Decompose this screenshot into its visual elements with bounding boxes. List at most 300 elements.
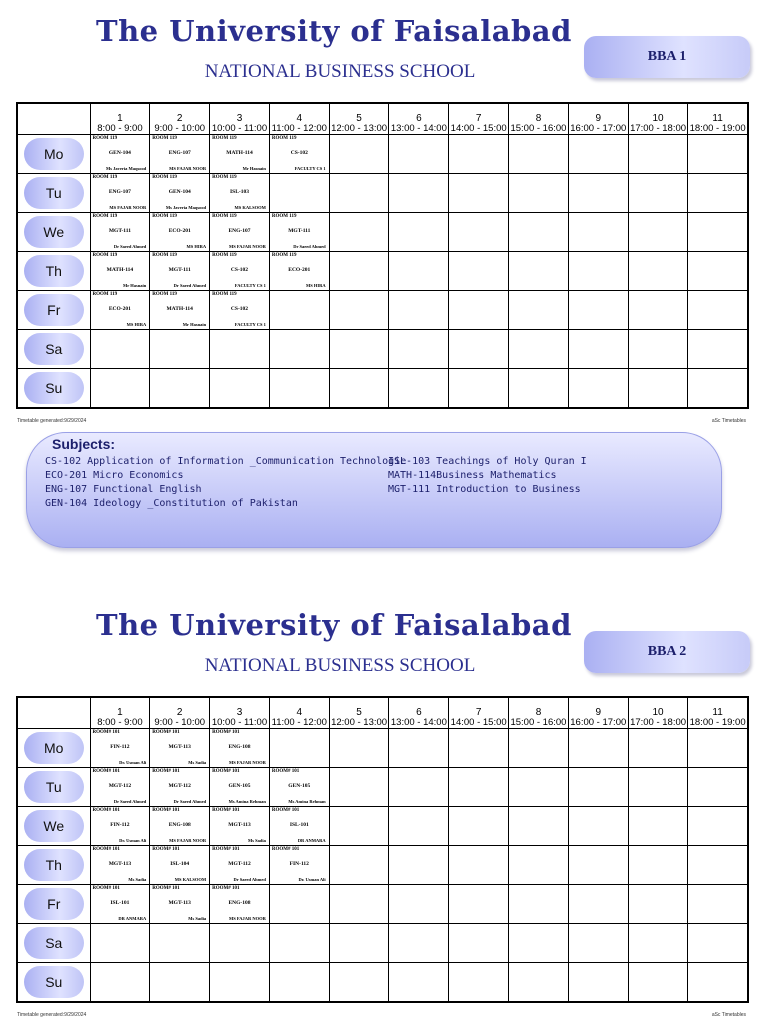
timetable-cell <box>150 768 210 807</box>
timetable-cell <box>90 213 150 252</box>
room-label: ROOM# 101 <box>271 769 300 774</box>
timetable-cell <box>688 213 748 252</box>
period-time: 8:00 - 9:00 <box>97 123 143 134</box>
teacher-name: Dr Saeed Ahmed <box>233 877 266 882</box>
timetable-cell <box>449 135 509 174</box>
timetable-cell <box>628 729 688 768</box>
teacher-name: Ms Sadia <box>248 838 266 843</box>
subject-code: MGT-113 <box>168 744 191 750</box>
period-number: 2 <box>176 707 183 718</box>
subject-code: ECO-201 <box>108 306 131 312</box>
day-cell <box>17 885 90 924</box>
day-row <box>17 213 748 252</box>
period-number: 5 <box>356 113 362 124</box>
timetable-cell <box>389 213 449 252</box>
day-row <box>17 135 748 174</box>
timetable-cell <box>688 768 748 807</box>
teacher-name: Ms Amina Rehman <box>228 799 266 804</box>
timetable-bba1 <box>16 102 749 409</box>
timetable-cell <box>150 807 210 846</box>
teacher-name: Dr Saeed Ahmed <box>173 283 207 288</box>
timetable-cell <box>449 729 509 768</box>
timetable-cell <box>509 174 569 213</box>
timetable-cell <box>509 729 569 768</box>
period-number: 4 <box>296 707 303 718</box>
room-label: ROOM 119 <box>212 214 237 219</box>
room-label: ROOM# 101 <box>212 847 240 852</box>
timetable-cell <box>509 807 569 846</box>
timetable-cell <box>269 846 329 885</box>
timetable-cell <box>628 768 688 807</box>
period-number: 10 <box>652 707 664 718</box>
room-label: ROOM# 101 <box>92 769 120 774</box>
period-time: 11:00 - 12:00 <box>271 717 327 728</box>
subject-code: ISL-104 <box>170 861 190 867</box>
timetable-cell <box>688 963 748 1003</box>
period-header <box>329 697 389 729</box>
day-cell <box>17 291 90 330</box>
timetable-cell <box>628 213 688 252</box>
period-time: 12:00 - 13:00 <box>331 123 388 134</box>
subject-code: MGT-113 <box>108 861 132 867</box>
timetable-cell <box>389 963 449 1003</box>
day-row <box>17 369 748 409</box>
day-cell <box>17 135 90 174</box>
period-time: 15:00 - 16:00 <box>510 123 567 134</box>
subject-code: MATH-114 <box>166 306 193 312</box>
room-label: ROOM 119 <box>152 253 177 258</box>
period-time: 14:00 - 15:00 <box>450 123 507 134</box>
timetable-cell <box>509 885 569 924</box>
period-time: 15:00 - 16:00 <box>510 717 567 728</box>
room-label: ROOM 119 <box>212 253 237 258</box>
subject-code: CS-102 <box>230 267 249 273</box>
subject-code: MGT-112 <box>228 861 251 867</box>
period-number: 8 <box>535 707 542 718</box>
corner-cell <box>17 103 90 135</box>
room-label: ROOM 119 <box>92 253 118 258</box>
timetable-cell <box>329 963 389 1003</box>
timetable-cell <box>449 885 509 924</box>
timetable-cell <box>329 846 389 885</box>
timetable-cell <box>568 174 628 213</box>
room-label: ROOM 119 <box>92 175 118 180</box>
subject-code: GEN-104 <box>168 189 191 195</box>
timetable-cell <box>628 924 688 963</box>
timetable-cell <box>269 924 329 963</box>
subject-item: CS-102 Application of Information _Communication Technologie <box>45 456 407 467</box>
class-label-2: BBA 2 <box>647 644 687 659</box>
footer-asc-2: aSc Timetables <box>711 1012 746 1018</box>
subject-code: ENG-107 <box>168 150 191 156</box>
timetable-cell <box>329 729 389 768</box>
timetable-cell <box>688 252 748 291</box>
period-header <box>509 697 569 729</box>
room-label: ROOM# 101 <box>92 730 120 735</box>
teacher-name: MS HIRA <box>126 322 147 327</box>
day-cell <box>17 963 90 1003</box>
timetable-cell <box>449 807 509 846</box>
teacher-name: MS FAJAR NOOR <box>169 838 207 843</box>
subject-code: MGT-111 <box>288 228 311 234</box>
period-time: 18:00 - 19:00 <box>689 717 746 728</box>
subject-item: MGT-111 Introduction to Business <box>388 484 581 495</box>
period-number: 5 <box>356 707 362 718</box>
room-label: ROOM# 101 <box>152 886 180 891</box>
timetable-cell <box>509 330 569 369</box>
period-time: 16:00 - 17:00 <box>570 717 627 728</box>
day-label: Th <box>24 849 84 881</box>
day-label: We <box>24 216 84 248</box>
period-header <box>449 697 509 729</box>
timetable-cell <box>210 846 270 885</box>
day-cell <box>17 768 90 807</box>
timetable-cell <box>688 174 748 213</box>
timetable-cell <box>90 252 150 291</box>
subject-item: ISL-103 Teachings of Holy Quran I <box>388 456 587 467</box>
timetable-cell <box>150 174 210 213</box>
timetable-cell <box>688 807 748 846</box>
period-header <box>269 697 329 729</box>
day-cell <box>17 729 90 768</box>
timetable-cell <box>210 174 270 213</box>
timetable-cell <box>269 330 329 369</box>
room-label: ROOM# 101 <box>212 808 240 813</box>
subject-code: ENG-107 <box>228 228 251 234</box>
timetable-cell <box>628 135 688 174</box>
timetable-cell <box>449 846 509 885</box>
teacher-name: MS FAJAR NOOR <box>228 916 266 921</box>
timetable-cell <box>509 252 569 291</box>
timetable-cell <box>90 330 150 369</box>
day-row <box>17 963 748 1003</box>
timetable-bba2 <box>16 696 749 1003</box>
day-row <box>17 807 748 846</box>
subject-item: ECO-201 Micro Economics <box>45 470 184 481</box>
day-row <box>17 846 748 885</box>
subject-code: ECO-201 <box>168 228 191 234</box>
timetable-cell <box>329 807 389 846</box>
period-number: 8 <box>535 113 542 124</box>
period-time: 18:00 - 19:00 <box>689 123 746 134</box>
timetable-cell <box>389 807 449 846</box>
timetable-cell <box>568 369 628 409</box>
teacher-name: FACULTY CS 1 <box>234 283 266 288</box>
timetable-cell <box>329 885 389 924</box>
teacher-name: MS FAJAR NOOR <box>169 166 207 171</box>
teacher-name: Ms Sadia <box>188 916 207 921</box>
timetable-cell <box>150 213 210 252</box>
timetable-cell <box>210 291 270 330</box>
subject-code: ENG-108 <box>168 822 191 828</box>
period-time: 13:00 - 14:00 <box>390 717 447 728</box>
timetable-cell <box>329 330 389 369</box>
timetable-cell <box>269 768 329 807</box>
room-label: ROOM 119 <box>92 136 118 141</box>
period-header <box>389 697 449 729</box>
teacher-name: MS FAJAR NOOR <box>228 760 266 765</box>
period-number: 10 <box>652 113 664 124</box>
day-cell <box>17 174 90 213</box>
period-header <box>90 103 150 135</box>
timetable-cell <box>568 846 628 885</box>
timetable-cell <box>269 135 329 174</box>
period-number: 3 <box>236 707 243 718</box>
timetable-cell <box>90 846 150 885</box>
timetable-cell <box>509 369 569 409</box>
room-label: ROOM# 101 <box>212 886 240 891</box>
teacher-name: MS FAJAR NOOR <box>109 205 147 210</box>
timetable-cell <box>449 369 509 409</box>
period-time: 9:00 - 10:00 <box>154 717 206 728</box>
teacher-name: Ms Sadia <box>128 877 147 882</box>
period-header <box>628 697 688 729</box>
teacher-name: Dr Saeed Ahmed <box>113 799 147 804</box>
timetable-cell <box>568 135 628 174</box>
class-badge-1 <box>584 36 750 78</box>
room-label: ROOM# 101 <box>271 847 300 852</box>
footer-generated-1: Timetable generated:9/29/2024 <box>17 418 87 424</box>
period-header <box>150 697 210 729</box>
room-label: ROOM 119 <box>152 136 177 141</box>
period-number: 11 <box>712 113 723 124</box>
teacher-name: Ms Javeria Maqsood <box>106 166 147 171</box>
period-time: 16:00 - 17:00 <box>570 123 627 134</box>
timetable-cell <box>329 924 389 963</box>
timetable-cell <box>150 369 210 409</box>
subject-code: ECO-201 <box>288 267 311 273</box>
timetable-cell <box>449 963 509 1003</box>
period-time: 9:00 - 10:00 <box>154 123 206 134</box>
timetable-cell <box>269 213 329 252</box>
subject-code: FIN-112 <box>289 861 309 867</box>
timetable-cell <box>210 729 270 768</box>
timetable-cell <box>688 924 748 963</box>
timetable-cell <box>509 924 569 963</box>
school-name-1: NATIONAL BUSINESS SCHOOL <box>204 61 476 82</box>
day-label: Su <box>24 966 84 998</box>
timetable-cell <box>90 369 150 409</box>
room-label: ROOM 119 <box>152 214 177 219</box>
period-number: 2 <box>176 113 183 124</box>
timetable-cell <box>90 729 150 768</box>
room-label: ROOM 119 <box>271 214 297 219</box>
teacher-name: MS KALSOOM <box>234 205 266 210</box>
day-label: Sa <box>24 333 84 365</box>
timetable-cell <box>210 252 270 291</box>
teacher-name: MS HIRA <box>306 283 326 288</box>
subject-code: MGT-112 <box>108 783 132 789</box>
room-label: ROOM 119 <box>152 175 177 180</box>
university-logo-1: The University of Faisalabad <box>96 14 572 48</box>
timetable-cell <box>628 846 688 885</box>
day-label: Sa <box>24 927 84 959</box>
timetable-cell <box>150 291 210 330</box>
timetable-cell <box>449 291 509 330</box>
room-label: ROOM 119 <box>271 136 297 141</box>
timetable-cell <box>509 768 569 807</box>
teacher-name: Dr Saeed Ahmed <box>113 244 147 249</box>
period-header <box>329 103 389 135</box>
teacher-name: DR ANMARA <box>297 838 326 843</box>
day-cell <box>17 369 90 409</box>
period-header <box>568 697 628 729</box>
timetable-cell <box>90 807 150 846</box>
timetable-cell <box>329 213 389 252</box>
subject-code: MATH-114 <box>106 267 134 273</box>
subject-code: FIN-112 <box>110 744 130 750</box>
period-header <box>568 103 628 135</box>
teacher-name: Dr. Usman Ali <box>119 838 147 843</box>
timetable-cell <box>210 885 270 924</box>
timetable-cell <box>269 291 329 330</box>
period-header <box>210 697 270 729</box>
timetable-cell <box>449 330 509 369</box>
room-label: ROOM 119 <box>271 253 297 258</box>
period-number: 1 <box>117 113 123 124</box>
day-label: Fr <box>24 888 84 920</box>
room-label: ROOM# 101 <box>92 808 120 813</box>
period-header <box>210 103 270 135</box>
day-cell <box>17 924 90 963</box>
timetable-cell <box>210 963 270 1003</box>
room-label: ROOM 119 <box>212 292 237 297</box>
room-label: ROOM# 101 <box>152 808 180 813</box>
teacher-name: Dr. Usman Ali <box>298 877 326 882</box>
room-label: ROOM# 101 <box>212 769 240 774</box>
school-name-2: NATIONAL BUSINESS SCHOOL <box>204 655 476 676</box>
timetable-cell <box>688 135 748 174</box>
room-label: ROOM# 101 <box>271 808 300 813</box>
room-label: ROOM# 101 <box>152 769 180 774</box>
teacher-name: Mr Hasnain <box>242 166 266 171</box>
timetable-cell <box>688 885 748 924</box>
period-number: 9 <box>595 113 602 124</box>
timetable-cell <box>329 135 389 174</box>
timetable-cell <box>90 768 150 807</box>
timetable-cell <box>568 924 628 963</box>
teacher-name: Ms Sadia <box>188 760 207 765</box>
timetable-cell <box>150 963 210 1003</box>
teacher-name: MS FAJAR NOOR <box>228 244 266 249</box>
timetable-cell <box>568 330 628 369</box>
timetable-cell <box>509 213 569 252</box>
timetable-cell <box>269 369 329 409</box>
timetable-cell <box>509 846 569 885</box>
timetable-cell <box>389 846 449 885</box>
timetable-cell <box>269 963 329 1003</box>
subject-code: CS-102 <box>290 150 308 156</box>
timetable-cell <box>90 963 150 1003</box>
room-label: ROOM 119 <box>212 136 237 141</box>
room-label: ROOM 119 <box>92 214 118 219</box>
period-header <box>688 103 748 135</box>
subject-code: MGT-113 <box>228 822 251 828</box>
timetable-cell <box>269 807 329 846</box>
subject-code: ISL-103 <box>230 189 249 195</box>
period-time: 8:00 - 9:00 <box>97 717 143 728</box>
period-time: 14:00 - 15:00 <box>450 717 507 728</box>
timetable-cell <box>389 369 449 409</box>
subject-code: MGT-111 <box>168 267 191 273</box>
subject-code: GEN-104 <box>108 150 131 156</box>
subject-code: ISL-101 <box>110 900 130 906</box>
day-label: Mo <box>24 138 84 170</box>
timetable-cell <box>210 135 270 174</box>
period-header <box>688 697 748 729</box>
timetable-cell <box>389 924 449 963</box>
timetable-cell <box>210 213 270 252</box>
timetable-cell <box>628 369 688 409</box>
teacher-name: Ms Amina Rehman <box>288 799 326 804</box>
timetable-cell <box>210 807 270 846</box>
timetable-cell <box>329 369 389 409</box>
subject-code: ENG-107 <box>108 189 131 195</box>
timetable-cell <box>269 174 329 213</box>
period-number: 7 <box>475 113 482 124</box>
subject-item: MATH-114Business Mathematics <box>388 470 557 481</box>
timetable-cell <box>389 729 449 768</box>
day-label: Th <box>24 255 84 287</box>
day-row <box>17 768 748 807</box>
day-label: Fr <box>24 294 84 326</box>
teacher-name: Dr Saeed Ahmed <box>173 799 207 804</box>
day-label: Su <box>24 372 84 404</box>
period-number: 3 <box>236 113 243 124</box>
timetable-cell <box>389 174 449 213</box>
day-row <box>17 924 748 963</box>
timetable-cell <box>389 135 449 174</box>
room-label: ROOM# 101 <box>152 730 180 735</box>
subjects-title: Subjects: <box>52 436 116 452</box>
period-number: 7 <box>475 707 482 718</box>
period-time: 10:00 - 11:00 <box>211 123 268 134</box>
teacher-name: Mr Hasnain <box>123 283 147 288</box>
timetable-cell <box>688 291 748 330</box>
timetable-cell <box>329 768 389 807</box>
timetable-cell <box>150 135 210 174</box>
day-cell <box>17 213 90 252</box>
period-header <box>90 697 150 729</box>
teacher-name: MS KALSOOM <box>174 877 207 882</box>
room-label: ROOM# 101 <box>92 886 120 891</box>
period-time: 10:00 - 11:00 <box>211 717 268 728</box>
timetable-cell <box>628 330 688 369</box>
timetable-cell <box>688 330 748 369</box>
timetable-cell <box>389 885 449 924</box>
timetable-cell <box>389 291 449 330</box>
period-time: 17:00 - 18:00 <box>630 717 687 728</box>
teacher-name: Dr. Usman Ali <box>119 760 147 765</box>
timetable-cell <box>509 135 569 174</box>
timetable-cell <box>329 291 389 330</box>
day-row <box>17 174 748 213</box>
timetable-cell <box>210 330 270 369</box>
timetable-cell <box>329 174 389 213</box>
timetable-cell <box>449 768 509 807</box>
timetable-cell <box>449 213 509 252</box>
subject-code: CS-102 <box>230 306 249 312</box>
timetable-cell <box>628 963 688 1003</box>
timetable-cell <box>568 291 628 330</box>
teacher-name: MS HIRA <box>186 244 207 249</box>
timetable-cell <box>568 963 628 1003</box>
timetable-cell <box>688 369 748 409</box>
timetable-cell <box>628 885 688 924</box>
day-label: We <box>24 810 84 842</box>
subject-item: ENG-107 Functional English <box>45 484 202 495</box>
timetable-cell <box>628 291 688 330</box>
